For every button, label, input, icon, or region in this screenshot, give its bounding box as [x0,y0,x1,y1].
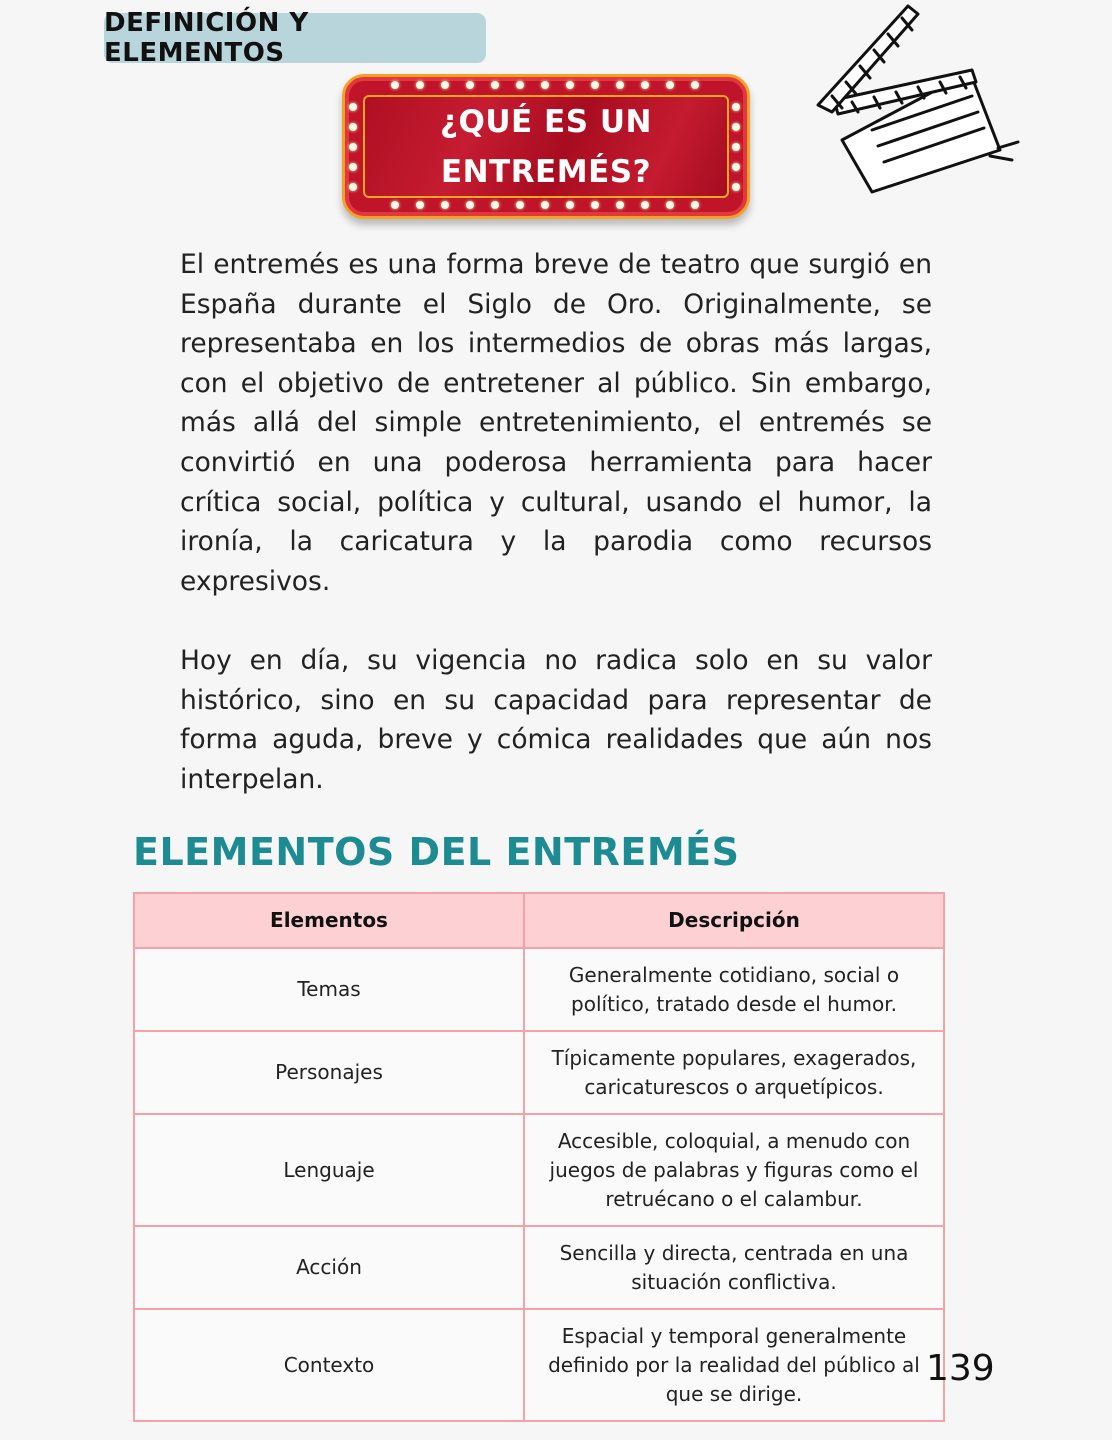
marquee-bulb [516,201,524,209]
element-cell: Contexto [134,1309,524,1421]
marquee-bulb [732,163,740,171]
marquee-bulb [641,81,649,89]
marquee-bulb [516,81,524,89]
marquee-bulb [641,201,649,209]
marquee-bulb [616,81,624,89]
section-tag-label: DEFINICIÓN Y ELEMENTOS [104,8,309,68]
column-header-descripcion: Descripción [524,893,944,948]
intro-paragraph: El entremés es una forma breve de teatro que surgió en España durante el Siglo de Oro. Originalmente, se representaba en los intermedios de obras más largas, con el objetivo de entretener al público. Sin embargo, más allá del simple entretenimiento, el entremés se convirtió en una poderosa herramienta para hacer crítica social, política y cultural, usando el humor, la ironía, la caricatura y la parodia como recursos expresivos. [180,249,932,597]
description-cell: Accesible, coloquial, a menudo con juegos de palabras y figuras como el retruécano o el calambur. [524,1114,944,1226]
marquee-bulb [666,81,674,89]
table-row [134,1226,944,1309]
marquee-bulb [566,201,574,209]
marquee-bulb [541,81,549,89]
element-cell: Temas [134,948,524,1031]
marquee-bulb [591,81,599,89]
marquee-sign [342,74,750,219]
marquee-bulb [466,201,474,209]
element-cell: Acción [134,1226,524,1309]
description-cell: Típicamente populares, exagerados, caricaturescos o arquetípicos. [524,1031,944,1114]
page-number: 139 [926,1348,995,1389]
marquee-bulb [732,143,740,151]
marquee-bulb [541,201,549,209]
marquee-bulb [349,143,357,151]
column-header-elementos: Elementos [134,893,524,948]
element-cell: Lenguaje [134,1114,524,1226]
elements-table [133,892,945,1422]
marquee-bulb [349,183,357,191]
description-cell: Sencilla y directa, centrada en una situación conflictiva. [524,1226,944,1309]
marquee-bulb [349,163,357,171]
table-header-row [134,893,944,948]
marquee-bulb [691,81,699,89]
table-row [134,1114,944,1226]
marquee-bulb [732,183,740,191]
marquee-bulb [466,81,474,89]
marquee-bulb [591,201,599,209]
marquee-bulb [391,201,399,209]
table-row [134,948,944,1031]
marquee-bulb [441,81,449,89]
marquee-bulb [491,81,499,89]
marquee-bulb [666,201,674,209]
section-tag [104,8,486,68]
clapperboard-icon [812,0,1032,200]
marquee-bulb [349,103,357,111]
marquee-title: ¿QUÉ ES UN ENTREMÉS? [440,103,652,190]
marquee-bulb [349,123,357,131]
description-cell: Generalmente cotidiano, social o político, tratado desde el humor. [524,948,944,1031]
marquee-panel [363,95,729,198]
marquee-bulb [391,81,399,89]
elements-heading: ELEMENTOS DEL ENTREMÉS [133,830,740,874]
marquee-bulb [491,201,499,209]
marquee-bulb [732,123,740,131]
marquee-bulb [732,103,740,111]
marquee-bulb [416,201,424,209]
marquee-bulb [416,81,424,89]
table-row [134,1031,944,1114]
marquee-bulb [441,201,449,209]
marquee-bulb [691,201,699,209]
relevance-paragraph: Hoy en día, su vigencia no radica solo en su valor histórico, sino en su capacidad para representar de forma aguda, breve y cómica realidades que aún nos interpelan. [180,645,932,795]
marquee-bulb [616,201,624,209]
table-row [134,1309,944,1421]
marquee-bulb [566,81,574,89]
description-cell: Espacial y temporal generalmente definido por la realidad del público al que se dirige. [524,1309,944,1421]
element-cell: Personajes [134,1031,524,1114]
